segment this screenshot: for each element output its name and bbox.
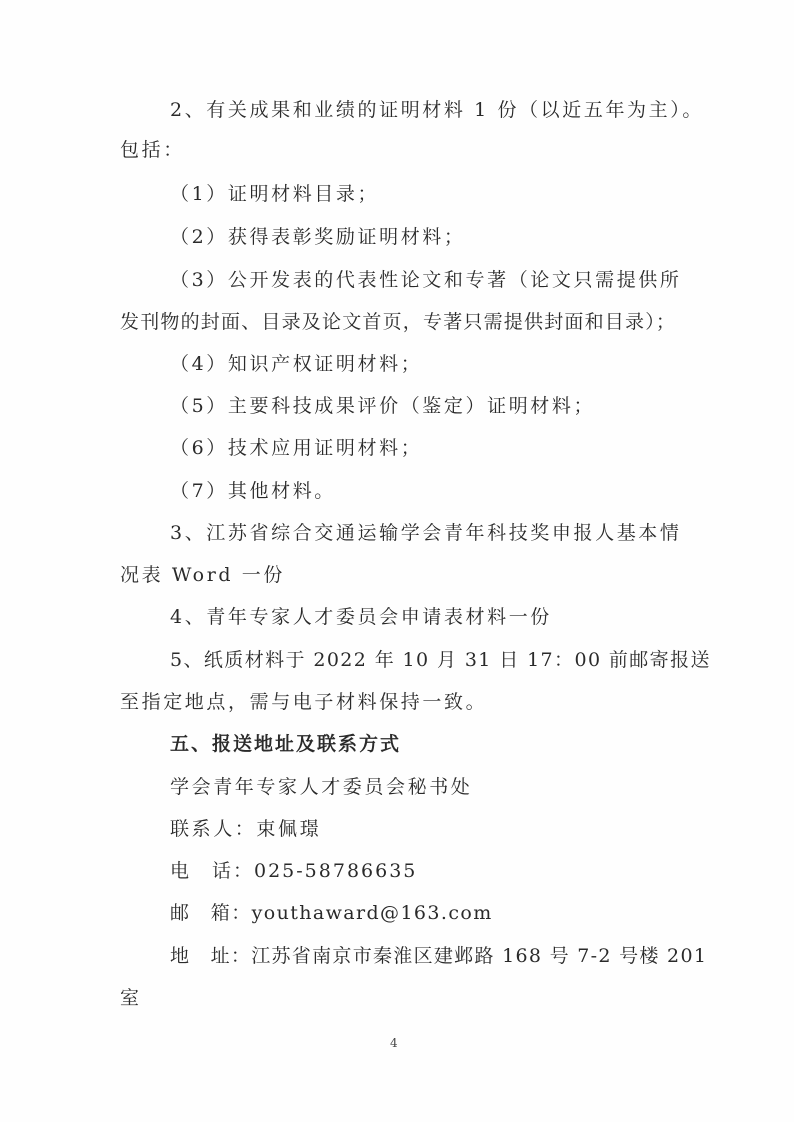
text-line-item-3: （3）公开发表的代表性论文和专著（论文只需提供所: [170, 269, 682, 291]
contact-email: 邮 箱：youthaward@163.com: [170, 902, 493, 924]
text-line-materials-4: 4、青年专家人才委员会申请表材料一份: [170, 606, 552, 628]
contact-phone: 电 话：025-58786635: [170, 860, 418, 882]
text-line-materials-2: 2、有关成果和业绩的证明材料 1 份（以近五年为主）。: [170, 99, 704, 121]
contact-address-cont: 室: [120, 987, 142, 1009]
text-line-item-6: （6）技术应用证明材料；: [170, 437, 423, 459]
text-line-item-1: （1）证明材料目录；: [170, 183, 380, 205]
text-line-item-7: （7）其他材料。: [170, 480, 336, 502]
section-heading: 五、报送地址及联系方式: [170, 733, 402, 755]
contact-person: 联系人：束佩璟: [170, 818, 322, 840]
text-line-materials-5-cont: 至指定地点，需与电子材料保持一致。: [120, 691, 488, 713]
text-line-includes: 包括：: [120, 139, 185, 161]
text-line-materials-5: 5、纸质材料于 2022 年 10 月 31 日 17：00 前邮寄报送: [170, 649, 711, 671]
contact-address: 地 址：江苏省南京市秦淮区建邺路 168 号 7-2 号楼 201: [170, 945, 708, 967]
text-line-item-3-cont: 发刊物的封面、目录及论文首页，专著只需提供封面和目录）；: [120, 311, 677, 333]
text-line-materials-3: 3、江苏省综合交通运输学会青年科技奖申报人基本情: [170, 522, 682, 544]
text-line-item-5: （5）主要科技成果评价（鉴定）证明材料；: [170, 395, 596, 417]
page-number: 4: [390, 1036, 398, 1050]
text-line-materials-3-cont: 况表 Word 一份: [120, 564, 286, 586]
text-line-item-4: （4）知识产权证明材料；: [170, 353, 423, 375]
contact-office: 学会青年专家人才委员会秘书处: [170, 776, 473, 798]
text-line-item-2: （2）获得表彰奖励证明材料；: [170, 226, 466, 248]
